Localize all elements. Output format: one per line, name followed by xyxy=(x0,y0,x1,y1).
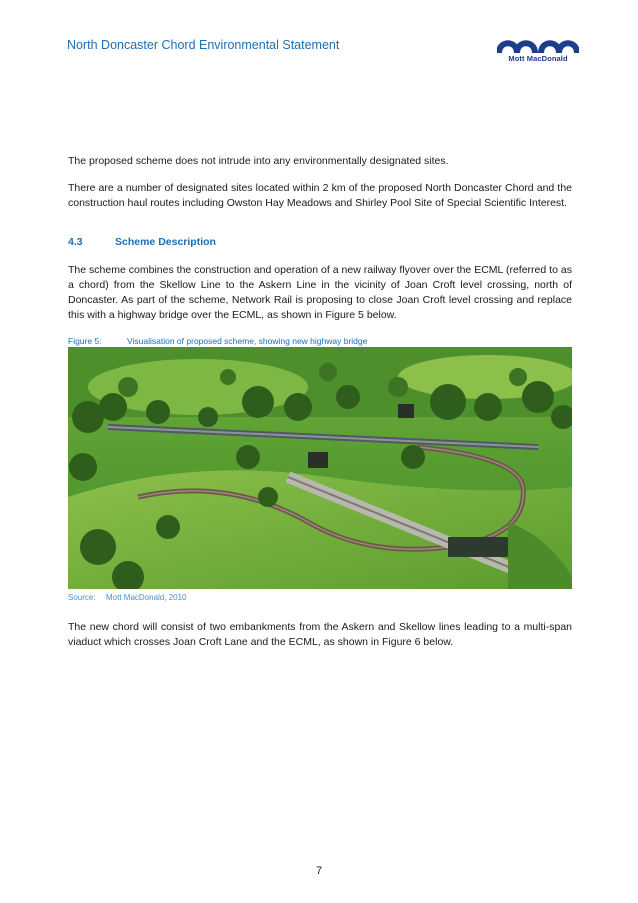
source-text: Mott MacDonald, 2010 xyxy=(106,593,187,602)
section-number: 4.3 xyxy=(68,236,83,248)
figure-source xyxy=(68,593,187,602)
logo-wordmark: Mott MacDonald xyxy=(508,54,568,63)
figure-caption xyxy=(68,336,367,346)
source-label: Source: xyxy=(68,593,96,602)
section-title: Scheme Description xyxy=(115,236,216,248)
paragraph-scheme-description: The scheme combines the construction and operation of a new railway flyover over the ECML (referred to as a chord) from the Skellow Line to the Askern Line in the vicinity of Joan Croft level crossing, north of Doncaster. As part of the scheme, Network Rail is proposing to close Joan Croft level crossing and replace this with a highway bridge over the ECML, as shown in Figure 5 below. xyxy=(68,264,572,321)
paragraph-designated-sites: The proposed scheme does not intrude into any environmentally designated sites. xyxy=(68,155,449,167)
mott-macdonald-logo xyxy=(497,36,579,66)
paragraph-new-chord: The new chord will consist of two embankments from the Askern and Skellow lines leading to a multi-span viaduct which crosses Joan Croft Lane and the ECML, as shown in Figure 6 below. xyxy=(68,621,572,648)
aerial-rendering xyxy=(68,347,572,589)
figure-label: Figure 5: xyxy=(68,336,102,346)
scheme-visualisation-image xyxy=(68,347,572,589)
page-number: 7 xyxy=(315,865,323,877)
figure-caption-text: Visualisation of proposed scheme, showing new highway bridge xyxy=(127,336,368,346)
logo-mark-icon xyxy=(497,36,579,54)
paragraph-nearby-sites: There are a number of designated sites located within 2 km of the proposed North Doncaster Chord and the construction haul routes including Owston Hay Meadows and Shirley Pool Site of Special Scientific Interest. xyxy=(68,182,572,209)
document-header-title: North Doncaster Chord Environmental Statement xyxy=(67,38,340,52)
section-heading xyxy=(68,236,216,248)
